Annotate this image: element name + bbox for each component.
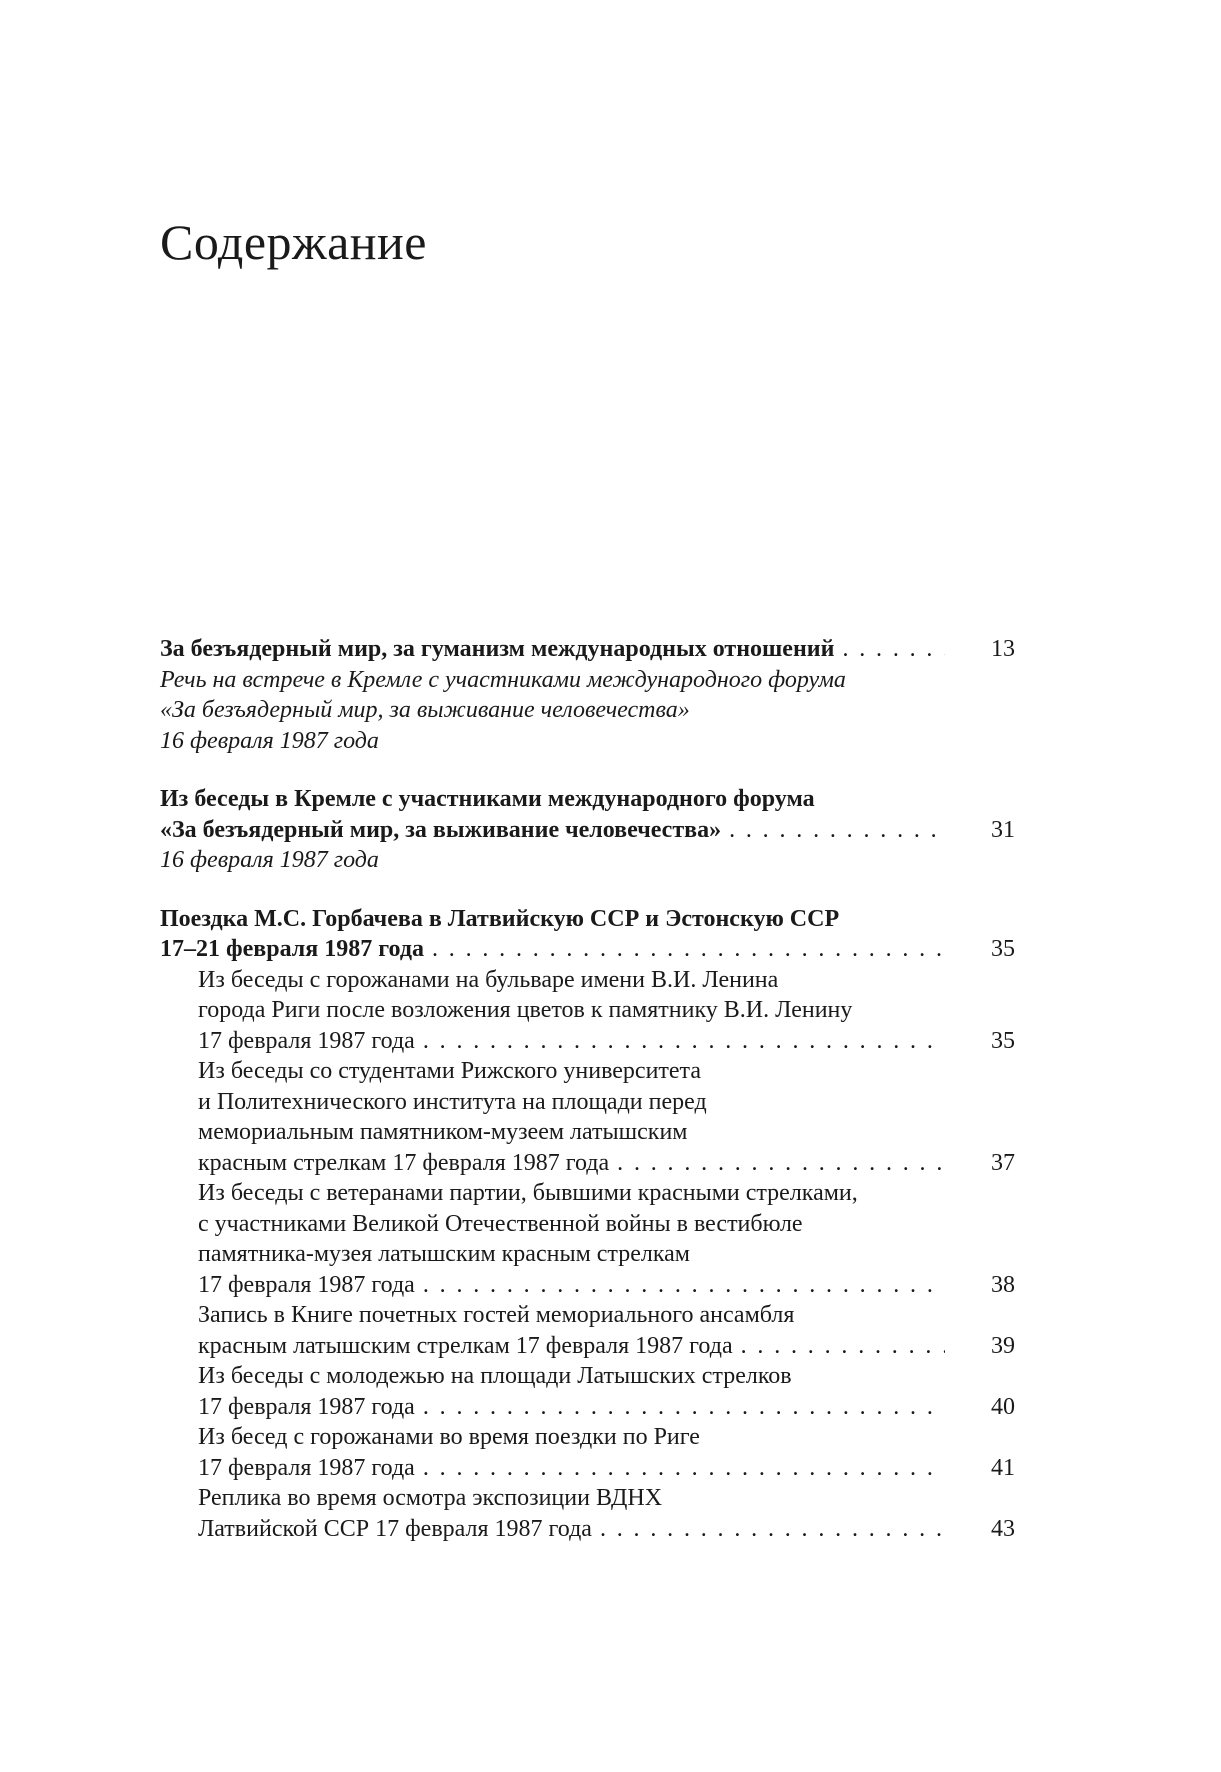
toc-subentry-line: мемориальным памятником-музеем латышским: [198, 1119, 688, 1145]
toc-subentry[interactable]: [160, 965, 1015, 1057]
dot-leader: [423, 1392, 945, 1423]
page-number: 37: [991, 1149, 1015, 1176]
toc-subentry[interactable]: [160, 1361, 1015, 1422]
toc-subentry-line: и Политехнического института на площади перед: [198, 1088, 707, 1115]
toc-entry-date: 16 февраля 1987 года: [160, 847, 379, 873]
toc-subentry[interactable]: [160, 1483, 1015, 1544]
toc-subentry-line: Реплика во время осмотра экспозиции ВДНХ: [198, 1485, 663, 1511]
toc-subentry-line: города Риги после возложения цветов к памятнику В.И. Ленину: [198, 997, 853, 1023]
toc-subentry-line: Из беседы с горожанами на бульваре имени В.И. Ленина: [198, 966, 779, 993]
toc-subentry-line: 17 февраля 1987 года: [198, 1027, 415, 1054]
toc-entry[interactable]: [160, 634, 1015, 756]
page-number: 43: [991, 1515, 1015, 1542]
table-of-contents: [160, 634, 1015, 1544]
dot-leader: [617, 1148, 945, 1179]
toc-subentry-last-line: [198, 1453, 1015, 1484]
toc-subentry[interactable]: [160, 1178, 1015, 1300]
toc-subentry-last-line: [198, 1148, 1015, 1179]
page-number: 41: [991, 1454, 1015, 1481]
toc-subentry-line: 17 февраля 1987 года: [198, 1393, 415, 1420]
toc-entry-title-line: 17–21 февраля 1987 года: [160, 936, 424, 962]
toc-subentry[interactable]: [160, 1056, 1015, 1178]
dot-leader: [432, 934, 945, 965]
toc-entry-subtitle-line: Речь на встрече в Кремле с участниками международного форума: [160, 666, 846, 693]
toc-subentry-line: красным латышским стрелкам 17 февраля 1987 года: [198, 1332, 733, 1359]
page-title: Содержание: [160, 214, 427, 270]
toc-subentry-line: Из беседы с молодежью на площади Латышских стрелков: [198, 1363, 792, 1389]
toc-subentry-last-line: [198, 1392, 1015, 1423]
toc-subentry-line: красным стрелкам 17 февраля 1987 года: [198, 1149, 610, 1176]
page-number: 38: [991, 1271, 1015, 1298]
page-number: 40: [991, 1393, 1015, 1420]
dot-leader: [423, 1026, 945, 1057]
toc-subentry-line: Из беседы со студентами Рижского университета: [198, 1058, 701, 1084]
toc-entry-subtitle-line: «За безъядерный мир, за выживание человечества»: [160, 697, 690, 723]
toc-entry-title: [160, 815, 1015, 846]
toc-subentry-last-line: [198, 1514, 1015, 1545]
toc-subentry-line: 17 февраля 1987 года: [198, 1271, 415, 1298]
page-number: 31: [991, 816, 1015, 843]
page-number: 35: [991, 936, 1015, 962]
page-number: 13: [991, 636, 1015, 662]
dot-leader: [741, 1331, 945, 1362]
page-number: 39: [991, 1332, 1015, 1359]
page-number: 35: [991, 1027, 1015, 1054]
dot-leader: [729, 815, 945, 846]
toc-subentry-line: 17 февраля 1987 года: [198, 1454, 415, 1481]
toc-entry-title: [160, 634, 1015, 665]
toc-subentry-line: памятника-музея латышским красным стрелкам: [198, 1241, 690, 1267]
toc-subentry-line: с участниками Великой Отечественной войны в вестибюле: [198, 1210, 803, 1237]
toc-entry-title-line: За безъядерный мир, за гуманизм международных отношений: [160, 636, 835, 662]
dot-leader: [423, 1453, 945, 1484]
toc-subentry-last-line: [198, 1270, 1015, 1301]
dot-leader: [600, 1514, 945, 1545]
toc-entry-title-line: Поездка М.С. Горбачева в Латвийскую ССР и Эстонскую ССР: [160, 905, 840, 932]
toc-subentry-last-line: [198, 1026, 1015, 1057]
toc-subentry-line: Латвийской ССР 17 февраля 1987 года: [198, 1515, 592, 1542]
toc-entry[interactable]: [160, 784, 1015, 876]
toc-subentry-line: Из беседы с ветеранами партии, бывшими красными стрелками,: [198, 1180, 858, 1206]
toc-entry-title-line: «За безъядерный мир, за выживание человечества»: [160, 816, 722, 843]
toc-subentry-line: Запись в Книге почетных гостей мемориального ансамбля: [198, 1302, 795, 1328]
toc-entry[interactable]: [160, 904, 1015, 1545]
toc-entry-date: 16 февраля 1987 года: [160, 727, 379, 754]
toc-entry-title: [160, 934, 1015, 965]
toc-subentry-line: Из бесед с горожанами во время поездки по Риге: [198, 1424, 700, 1450]
toc-subentry-last-line: [198, 1331, 1015, 1362]
toc-entry-title-line: Из беседы в Кремле с участниками международного форума: [160, 786, 815, 812]
dot-leader: [842, 634, 945, 665]
dot-leader: [423, 1270, 945, 1301]
toc-subentry[interactable]: [160, 1422, 1015, 1483]
toc-subentry[interactable]: [160, 1300, 1015, 1361]
